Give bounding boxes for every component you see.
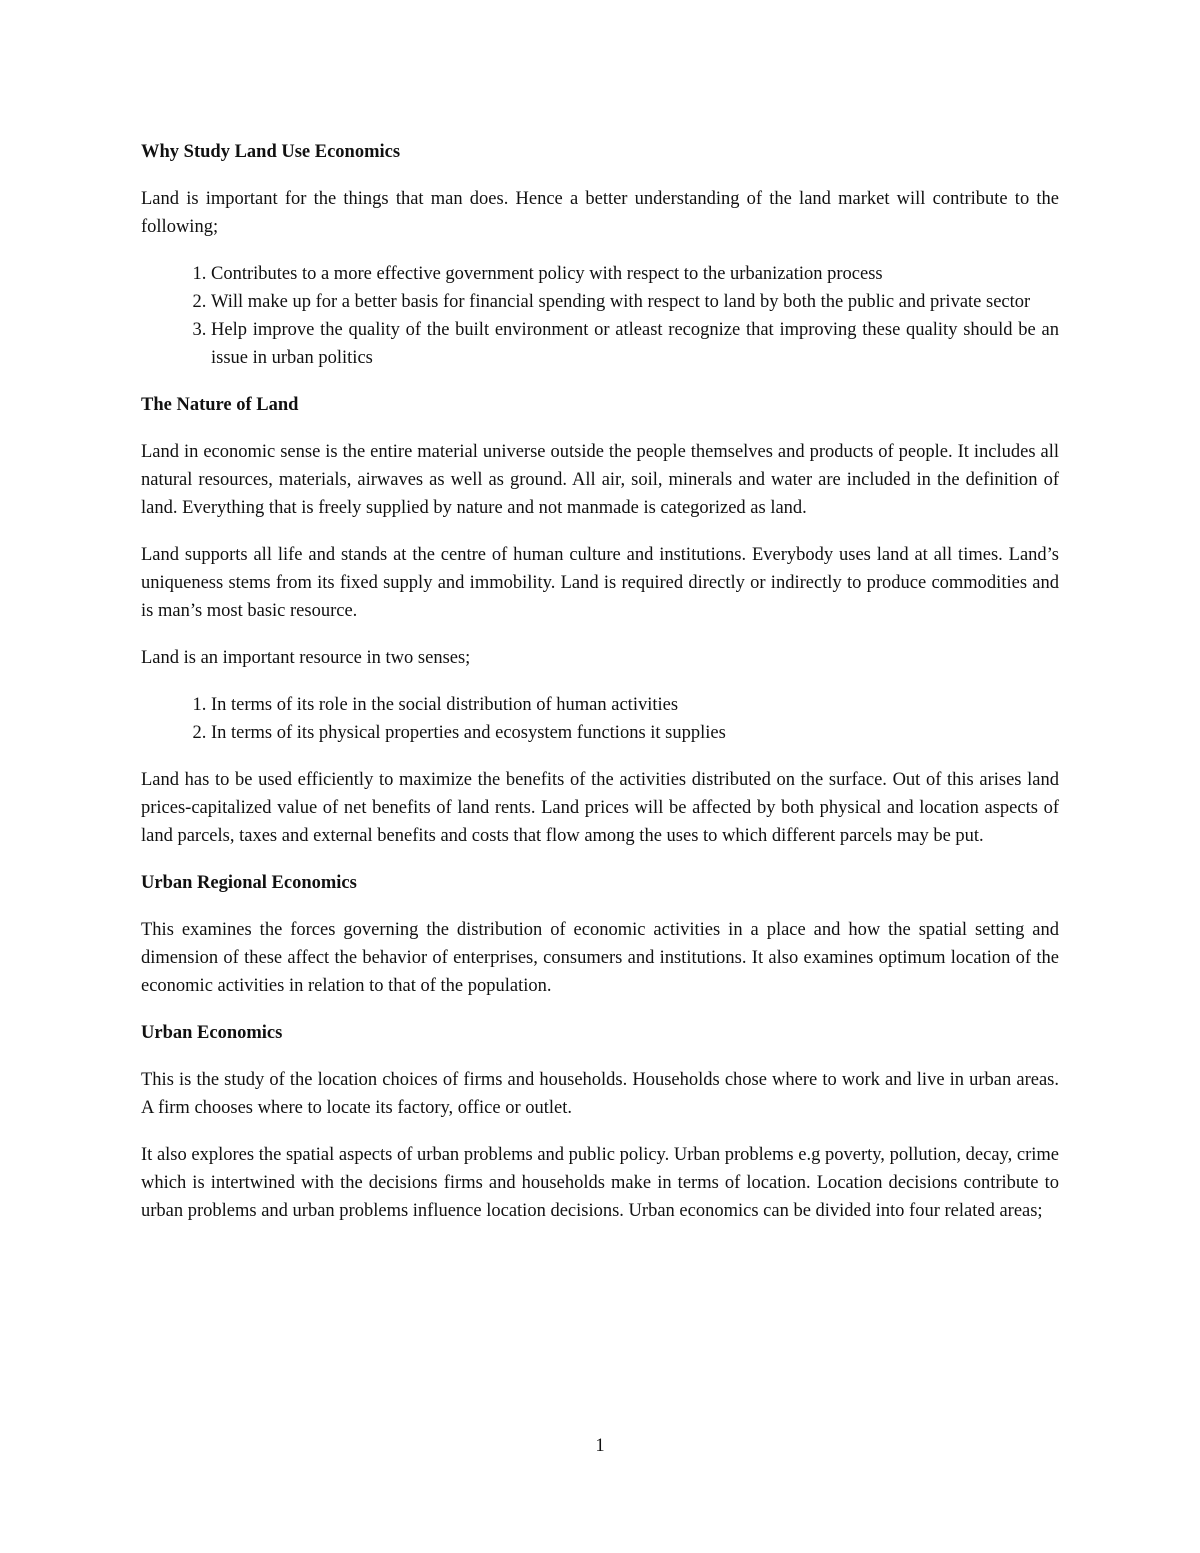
paragraph: This is the study of the location choices of firms and households. Households chose where to work and live in urban areas. A firm chooses where to locate its factory, office or outlet. — [141, 1070, 1059, 1118]
list-item: 1. In terms of its role in the social distribution of human activities — [211, 691, 1059, 719]
section-heading: Why Study Land Use Economics — [141, 142, 401, 162]
paragraph: Land in economic sense is the entire material universe outside the people themselves and products of people. It includes all natural resources, materials, airwaves as well as ground. All air, soil, minerals and water are included in the definition of land. Everything that is freely supplied by nature and not manmade is categorized as land. — [141, 442, 1059, 518]
list-item: 1. Contributes to a more effective government policy with respect to the urbanization process — [211, 260, 1059, 288]
list-item: 3. Help improve the quality of the built environment or atleast recognize that improving these quality should be an issue in urban politics — [211, 316, 1059, 372]
paragraph: Land is an important resource in two senses; — [141, 648, 471, 668]
list-item: 2. Will make up for a better basis for financial spending with respect to land by both the public and private sector — [211, 288, 1059, 316]
paragraph: Land supports all life and stands at the centre of human culture and institutions. Everybody uses land at all times. Land’s uniqueness stems from its fixed supply and immobility. Land is required directly or indirectly to produce commodities and is man’s most basic resource. — [141, 545, 1059, 621]
page-number: 1 — [595, 1436, 605, 1456]
paragraph: It also explores the spatial aspects of urban problems and public policy. Urban problems e.g poverty, pollution, decay, crime which is intertwined with the decisions firms and households make in terms of location. Location decisions contribute to urban problems and urban problems influence location decisions. Urban economics can be divided into four related areas; — [141, 1145, 1059, 1221]
paragraph: Land is important for the things that man does. Hence a better understanding of the land market will contribute to the following; — [141, 189, 1059, 237]
document-body — [141, 138, 1059, 1244]
numbered-list — [141, 691, 1059, 747]
section-heading: Urban Economics — [141, 1023, 283, 1043]
list-item: 2. In terms of its physical properties and ecosystem functions it supplies — [211, 719, 1059, 747]
section-heading: Urban Regional Economics — [141, 873, 357, 893]
paragraph: This examines the forces governing the distribution of economic activities in a place and how the spatial setting and dimension of these affect the behavior of enterprises, consumers and institutions. It also examines optimum location of the economic activities in relation to that of the population. — [141, 920, 1059, 996]
section-heading: The Nature of Land — [141, 395, 299, 415]
numbered-list — [141, 260, 1059, 372]
paragraph: Land has to be used efficiently to maximize the benefits of the activities distributed on the surface. Out of this arises land prices-capitalized value of net benefits of land rents. Land prices will be affected by both physical and location aspects of land parcels, taxes and external benefits and costs that flow among the uses to which different parcels may be put. — [141, 770, 1059, 846]
